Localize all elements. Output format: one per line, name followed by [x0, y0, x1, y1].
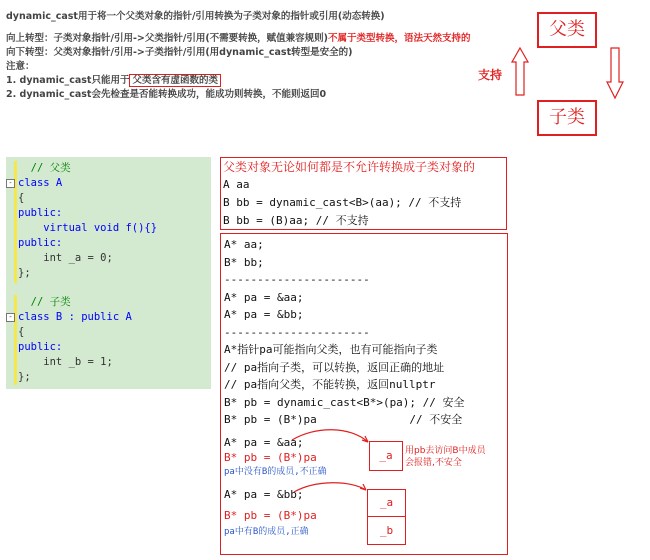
code-line	[6, 206, 157, 221]
collapse-icon[interactable]: -	[6, 179, 15, 188]
code-gutter	[6, 176, 18, 191]
code-panel	[6, 157, 211, 389]
object-cast-line: B bb = (B)aa; // 不支持	[223, 214, 369, 227]
code-text: class A	[18, 177, 63, 189]
case2-line1: A* pa = &bb;	[224, 488, 304, 501]
code-text: int _a = 0;	[18, 252, 113, 264]
code-text: class B : public A	[18, 311, 132, 323]
code-line	[6, 340, 132, 355]
case2-memory-a: _a	[368, 490, 405, 517]
point-1-boxed: 父类含有虚函数的类	[129, 74, 221, 87]
pointer-arrows	[280, 420, 400, 510]
case1-note: pa中没有B的成员,不正确	[224, 467, 327, 477]
point-1-prefix: 1. dynamic_cast只能用于	[6, 75, 130, 86]
object-cast-line: B bb = dynamic_cast<B>(aa); // 不支持	[223, 196, 462, 209]
code-text: public:	[18, 237, 63, 249]
pointer-cast-line: A* pa = &bb;	[224, 308, 304, 321]
upcast-text: 向上转型：子类对象指针/引用->父类指针/引用(不需要转换，赋值兼容规则)	[6, 33, 329, 44]
code-line	[6, 251, 157, 266]
case1-side-note-line1: 用pb去访问B中成员	[405, 446, 486, 456]
code-line	[6, 191, 157, 206]
code-line	[6, 161, 157, 176]
upcast-line	[6, 32, 506, 46]
code-text: };	[18, 371, 31, 383]
pointer-cast-line: B* pb = (B*)pa // 不安全	[224, 413, 463, 426]
upcast-tag: 不属于类型转换，语法天然支持的	[328, 33, 471, 44]
code-text: public:	[18, 341, 63, 353]
support-label: 支持	[478, 68, 503, 82]
pointer-cast-line: A* aa;	[224, 238, 264, 251]
class-a-code	[6, 161, 157, 281]
code-line	[6, 355, 132, 370]
code-text: // 子类	[18, 296, 71, 308]
object-cast-box	[220, 157, 507, 230]
case1-side-note-line2: 会报错,不安全	[405, 458, 462, 468]
child-class-box	[537, 100, 597, 136]
pointer-cast-line: B* pb = dynamic_cast<B*>(pa); // 安全	[224, 395, 465, 409]
collapse-icon[interactable]: -	[6, 313, 15, 322]
object-cast-line: A aa	[223, 178, 250, 191]
code-line	[6, 176, 157, 191]
pointer-cast-line: A* pa = &aa;	[224, 290, 304, 304]
down-arrow-icon	[607, 48, 623, 98]
code-text: };	[18, 267, 31, 279]
code-text: public:	[18, 207, 63, 219]
case2-note: pa中有B的成员,正确	[224, 527, 309, 537]
object-cast-header: 父类对象无论如何都是不允许转换成子类对象的	[223, 160, 476, 174]
code-line	[6, 266, 157, 281]
case1-memory-a: _a	[379, 449, 393, 462]
case1-side-note	[405, 445, 486, 469]
code-line	[6, 295, 132, 310]
pointer-cast-line: // pa指向子类，可以转换，返回正确的地址	[224, 360, 445, 374]
pointer-cast-line: // pa指向父类，不能转换，返回nullptr	[224, 378, 436, 391]
notes-title: dynamic_cast用于将一个父类对象的指针/引用转换为子类对象的指针或引用(动态转换)	[6, 11, 385, 22]
point-1	[6, 74, 506, 88]
point-2: 2. dynamic_cast会先检查是否能转换成功，能成功则转换，不能则返回0	[6, 89, 327, 100]
case1-line2: B* pb = (B*)pa	[224, 451, 317, 464]
pointer-arrow-icon	[292, 430, 368, 492]
code-line	[6, 310, 132, 325]
class-b-code	[6, 295, 132, 385]
case2-line2: B* pb = (B*)pa	[224, 509, 317, 522]
pointer-cast-line: A*指针pa可能指向父类，也有可能指向子类	[224, 343, 438, 356]
code-gutter	[6, 310, 18, 325]
child-class-label: 子类	[549, 107, 585, 128]
pointer-cast-line: ----------------------	[224, 325, 370, 339]
code-line	[6, 370, 132, 385]
diagram-arrows	[500, 40, 630, 105]
code-text: int _b = 1;	[18, 356, 113, 368]
pointer-cast-line: B* bb;	[224, 255, 264, 269]
code-text: {	[18, 326, 25, 338]
code-text: // 父类	[18, 162, 71, 174]
attention-label: 注意：	[6, 61, 35, 72]
code-text: {	[18, 192, 25, 204]
downcast-line: 向下转型：父类对象指针/引用->子类指针/引用(用dynamic_cast转型是安全的)	[6, 47, 353, 58]
pointer-cast-lines	[224, 236, 465, 429]
code-text: virtual void f(){}	[18, 222, 158, 234]
case1-line1: A* pa = &aa;	[224, 436, 304, 449]
up-arrow-icon	[512, 48, 528, 95]
code-line	[6, 325, 132, 340]
notes-block	[6, 10, 506, 102]
code-line	[6, 236, 157, 251]
pointer-cast-line: ----------------------	[224, 273, 370, 286]
code-line	[6, 221, 157, 236]
case2-memory-b: _b	[379, 524, 394, 537]
parent-class-label: 父类	[549, 19, 585, 40]
